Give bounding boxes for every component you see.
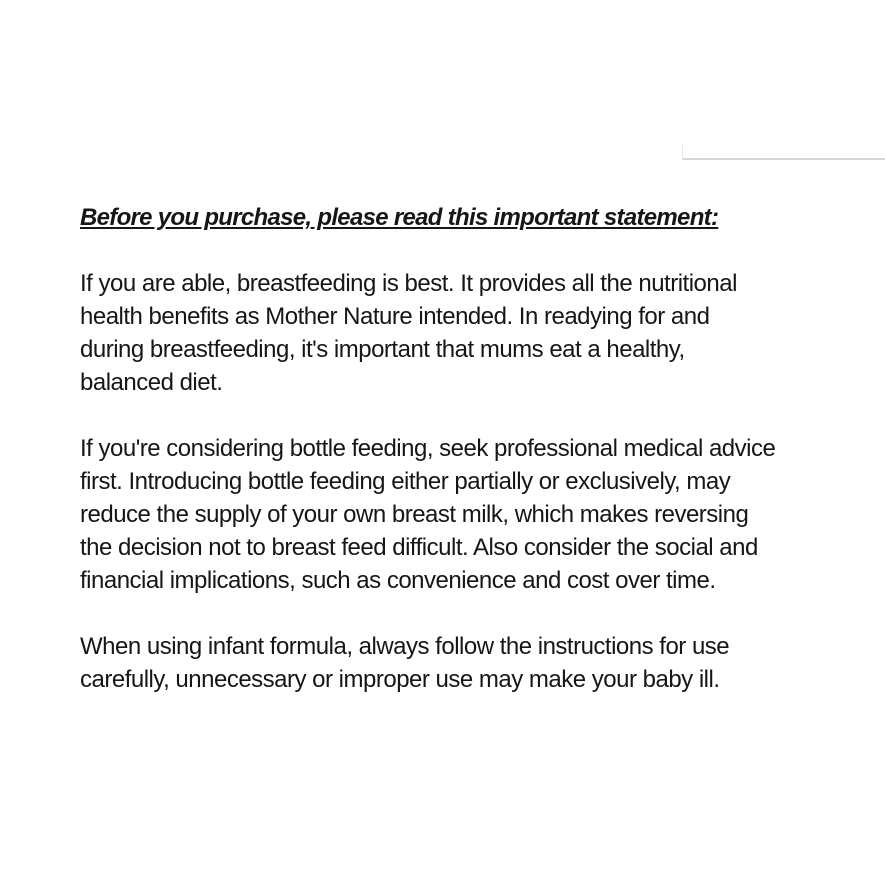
text-line: If you are able, breastfeeding is best. It provides all the nutritional (80, 270, 737, 297)
paragraph-bottle-feeding-advice (80, 432, 870, 597)
text-line: financial implications, such as convenience and cost over time. (80, 567, 716, 594)
text-line: balanced diet. (80, 369, 223, 396)
text-line: reduce the supply of your own breast milk, which makes reversing (80, 501, 749, 528)
statement-document (80, 201, 870, 696)
statement-heading: Before you purchase, please read this important statement: (80, 204, 719, 231)
faint-table-edge-tick (682, 145, 683, 160)
paragraph-infant-formula-warning (80, 630, 870, 696)
text-line: When using infant formula, always follow the instructions for use (80, 633, 730, 660)
text-line: If you're considering bottle feeding, seek professional medical advice (80, 435, 776, 462)
paragraph-breastfeeding-best (80, 267, 870, 399)
text-line: the decision not to breast feed difficult. Also consider the social and (80, 534, 758, 561)
text-line: carefully, unnecessary or improper use may make your baby ill. (80, 666, 720, 693)
text-line: during breastfeeding, it's important that mums eat a healthy, (80, 336, 685, 363)
text-line: first. Introducing bottle feeding either partially or exclusively, may (80, 468, 731, 495)
faint-table-edge-line (682, 158, 885, 160)
text-line: health benefits as Mother Nature intended. In readying for and (80, 303, 710, 330)
